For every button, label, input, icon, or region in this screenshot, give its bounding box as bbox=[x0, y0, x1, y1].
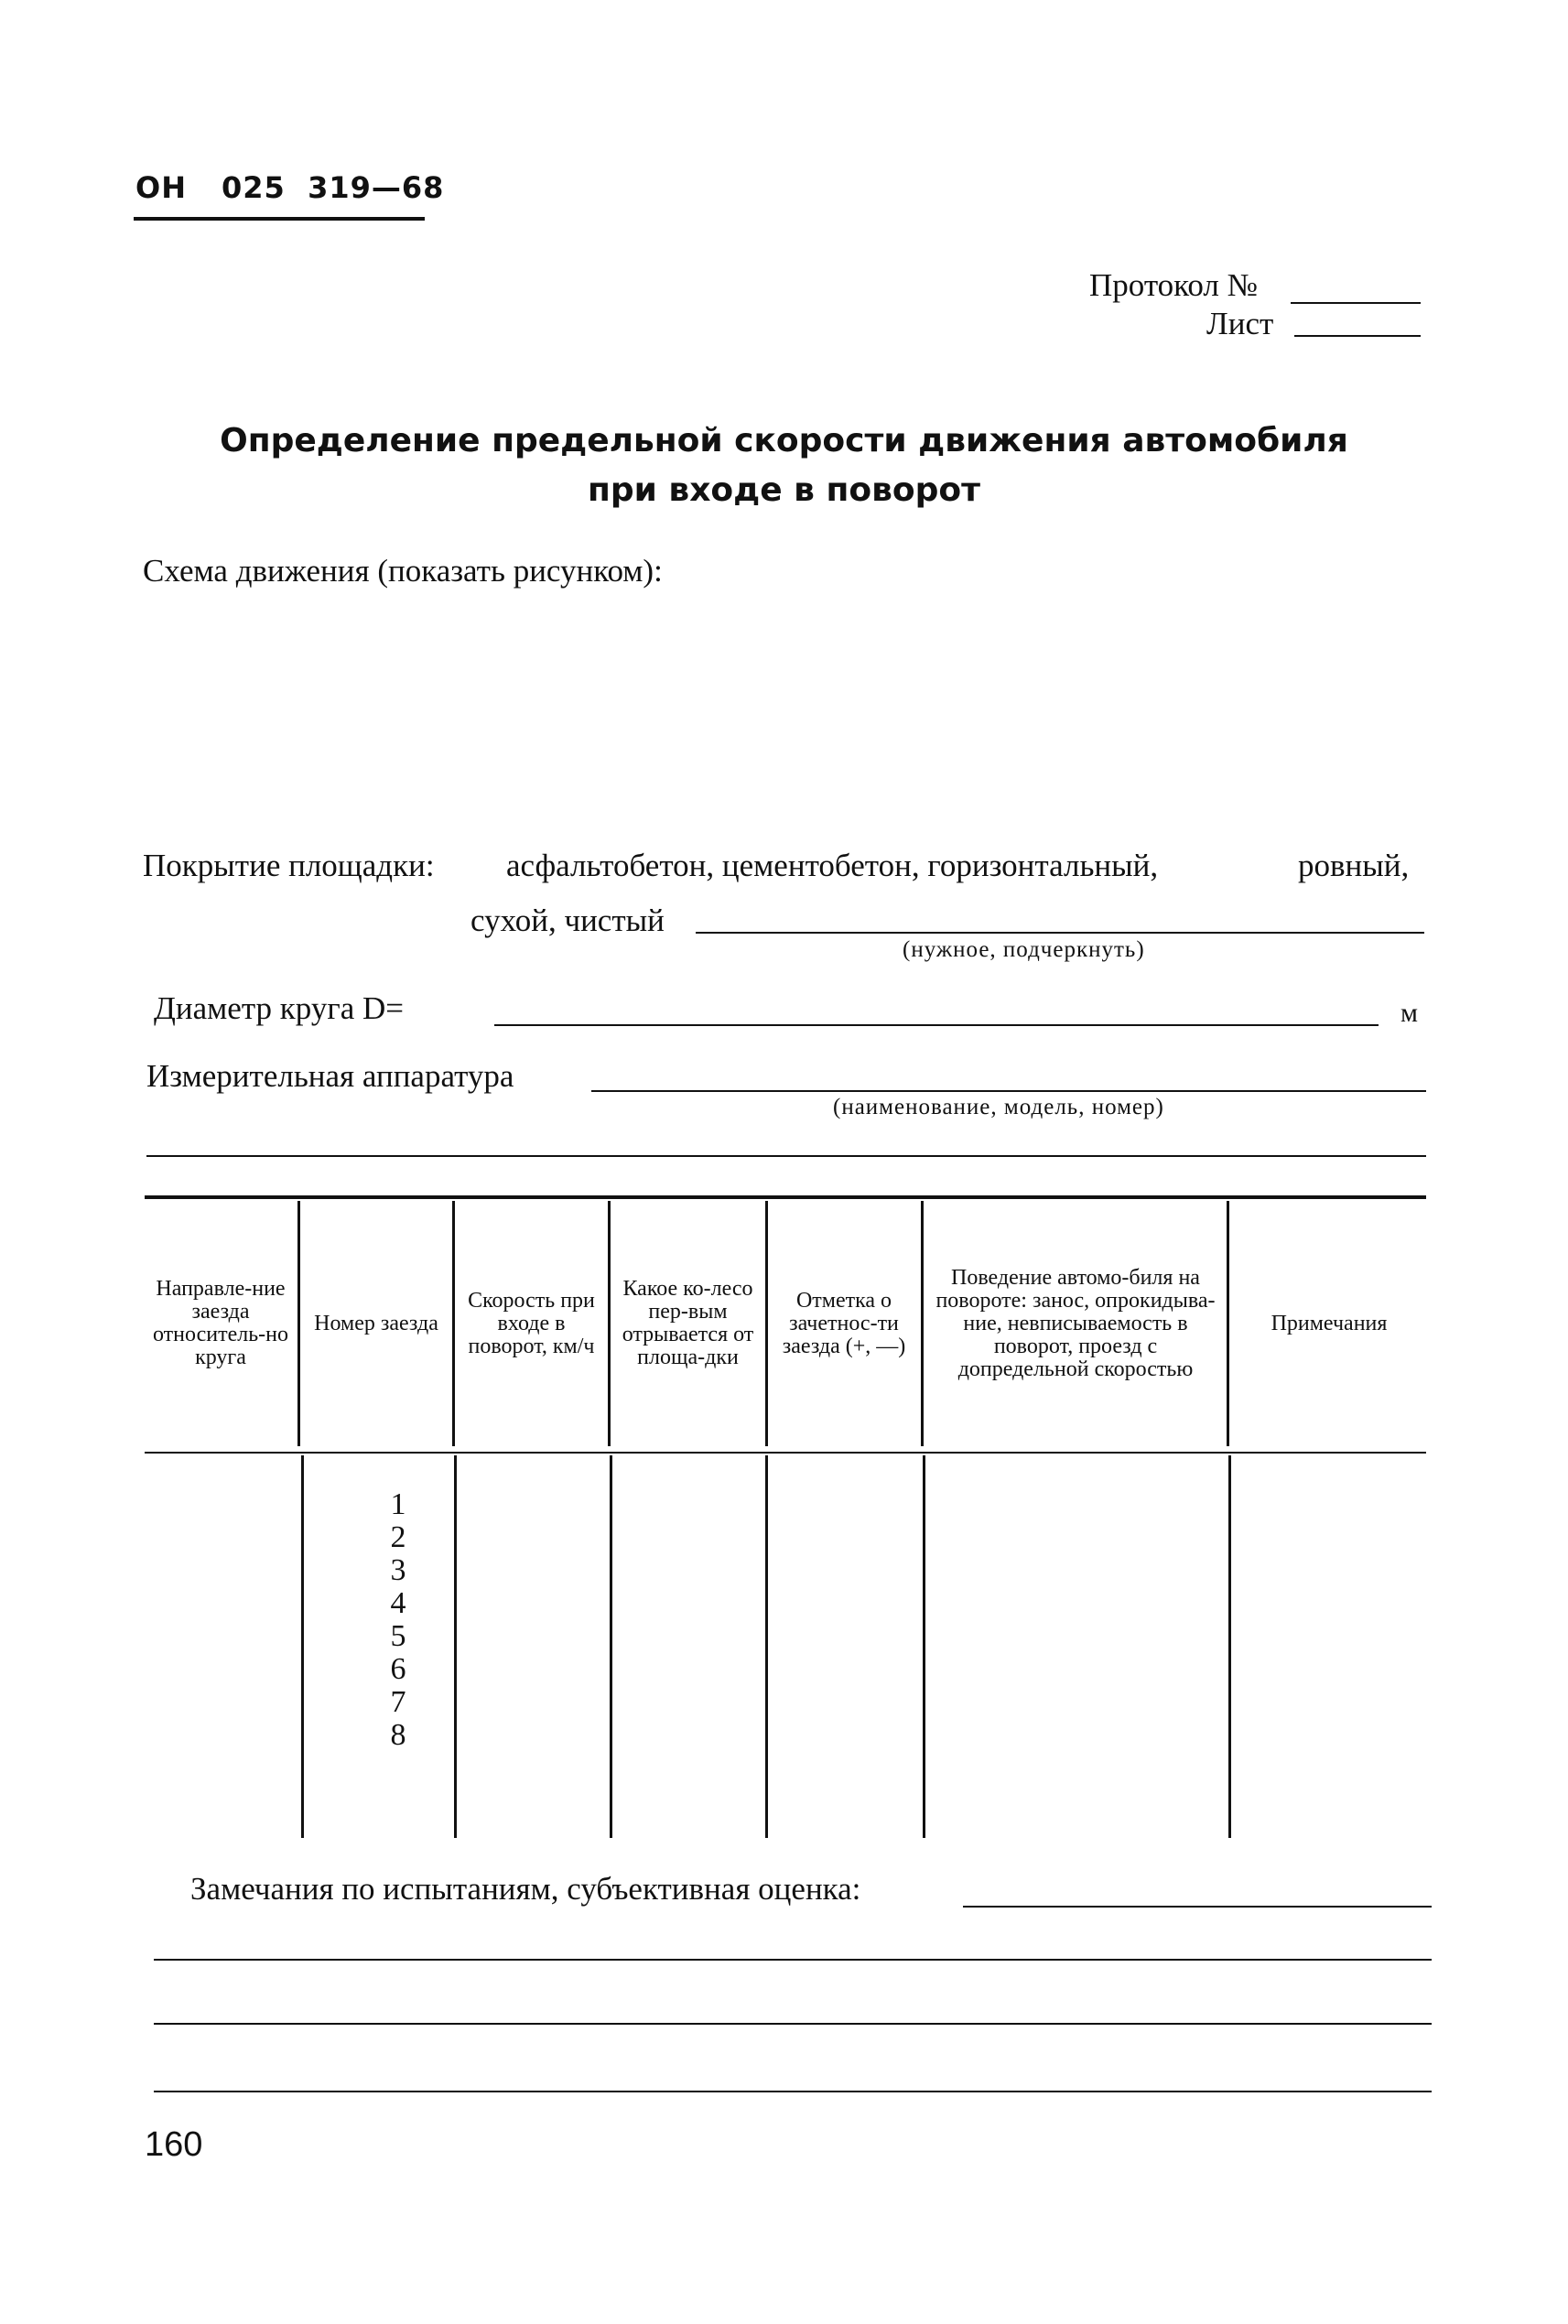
code-underline bbox=[134, 217, 425, 221]
document-code bbox=[135, 170, 444, 205]
diameter-label: Диаметр круга D= bbox=[154, 990, 404, 1026]
page-title bbox=[0, 416, 1568, 515]
run-number: 6 bbox=[390, 1652, 406, 1686]
col-divider bbox=[608, 1201, 611, 1446]
col-divider bbox=[452, 1201, 455, 1446]
header-validity: Отметка о зачетнос-ти заезда (+, —) bbox=[782, 1288, 906, 1358]
col-divider bbox=[301, 1455, 304, 1838]
header-run-number: Номер заезда bbox=[314, 1311, 438, 1335]
protocol-label: Протокол № bbox=[1089, 267, 1259, 303]
title-line-1: Определение предельной скорости движения автомобиля bbox=[220, 422, 1348, 459]
col-divider bbox=[1227, 1201, 1229, 1446]
remarks-line[interactable] bbox=[154, 2091, 1432, 2092]
code-prefix: ОН bbox=[135, 170, 187, 205]
header-speed: Скорость при входе в поворот, км/ч bbox=[468, 1288, 595, 1358]
remarks-line[interactable] bbox=[154, 1959, 1432, 1961]
surface-label: Покрытие площадки: bbox=[143, 848, 435, 883]
surface-field[interactable] bbox=[696, 932, 1424, 934]
equipment-hint: (наименование, модель, номер) bbox=[833, 1095, 1164, 1119]
equipment-label: Измерительная аппаратура bbox=[146, 1058, 514, 1094]
surface-options-line-1: асфальтобетон, цементобетон, горизонтальный, bbox=[506, 848, 1159, 883]
col-divider bbox=[765, 1455, 768, 1838]
header-wheel: Какое ко-лесо пер-вым отрывается от площа-дки bbox=[622, 1277, 754, 1369]
title-line-2: при входе в поворот bbox=[588, 471, 980, 509]
col-divider bbox=[1228, 1455, 1231, 1838]
run-number: 8 bbox=[390, 1718, 406, 1752]
surface-hint: (нужное, подчеркнуть) bbox=[903, 937, 1145, 962]
col-divider bbox=[297, 1201, 300, 1446]
col-divider bbox=[765, 1201, 768, 1446]
table-top-border bbox=[145, 1195, 1426, 1199]
header-direction: Направле-ние заезда относитель-но круга bbox=[152, 1277, 288, 1369]
run-number: 4 bbox=[390, 1586, 406, 1620]
code-year: 319—68 bbox=[308, 170, 445, 205]
scheme-label: Схема движения (показать рисунком): bbox=[143, 553, 663, 589]
equipment-field[interactable] bbox=[591, 1090, 1426, 1092]
equipment-field-2[interactable] bbox=[146, 1155, 1426, 1157]
run-number: 5 bbox=[390, 1619, 406, 1653]
col-divider bbox=[454, 1455, 457, 1838]
table-header-border bbox=[145, 1452, 1426, 1454]
page-number: 160 bbox=[145, 2125, 203, 2164]
protocol-number-field[interactable] bbox=[1291, 302, 1421, 304]
remarks-field[interactable] bbox=[963, 1906, 1432, 1908]
run-number: 2 bbox=[390, 1520, 406, 1554]
remarks-label: Замечания по испытаниям, субъективная оценка: bbox=[190, 1871, 861, 1907]
run-number-list bbox=[366, 1488, 430, 1752]
header-notes: Примечания bbox=[1271, 1311, 1388, 1335]
remarks-line[interactable] bbox=[154, 2023, 1432, 2025]
run-number: 7 bbox=[390, 1685, 406, 1719]
diameter-unit: м bbox=[1400, 998, 1418, 1028]
code-number: 025 bbox=[221, 170, 286, 205]
header-behavior: Поведение автомо-биля на повороте: занос, опрокидыва-ние, невписываемость в поворот, проезд с допредельной скоростью bbox=[935, 1265, 1216, 1381]
col-divider bbox=[610, 1455, 612, 1838]
surface-options-line-2: сухой, чистый bbox=[470, 903, 665, 938]
surface-option-even: ровный, bbox=[1298, 848, 1410, 883]
col-divider bbox=[923, 1455, 925, 1838]
sheet-label: Лист bbox=[1206, 306, 1274, 341]
col-divider bbox=[921, 1201, 924, 1446]
run-number: 3 bbox=[390, 1553, 406, 1587]
diameter-field[interactable] bbox=[494, 1024, 1379, 1026]
sheet-number-field[interactable] bbox=[1294, 335, 1421, 337]
run-number: 1 bbox=[390, 1487, 406, 1521]
